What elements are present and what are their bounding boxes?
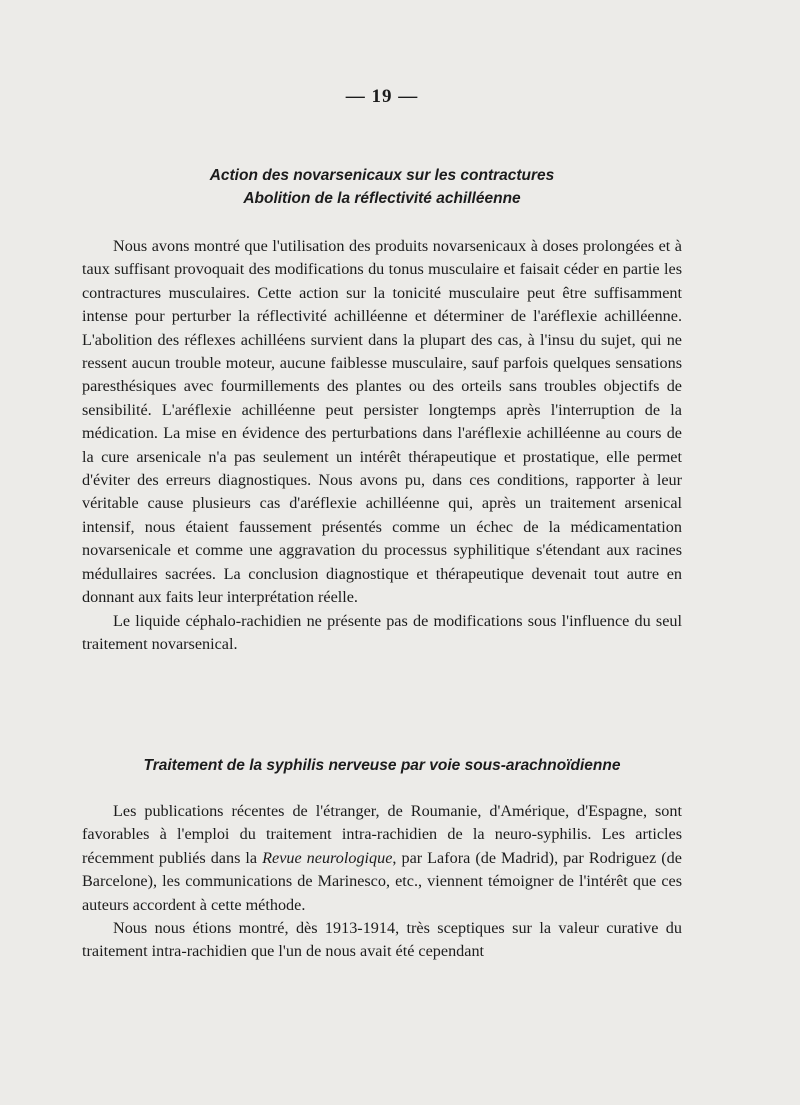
- section2-paragraph-1: [82, 800, 682, 917]
- section2-p1-text-before: Les publications récentes de l'étranger, de Roumanie, d'Amérique, d'Espagne, sont favorables à l'emploi du traitement intra-rachidien de la neuro-syphilis. Les articles récemment publiés dans la: [82, 802, 682, 867]
- section1-heading: [82, 164, 682, 210]
- section1-title-line1: Action des novarsenicaux sur les contractures: [209, 167, 555, 184]
- section2-heading: Traitement de la syphilis nerveuse par voie sous-arachnoïdienne: [143, 757, 621, 774]
- journal-title: Revue neurologique: [262, 848, 393, 867]
- section1-paragraph-2: Le liquide céphalo-rachidien ne présente pas de modifications sous l'influence du seul traitement novarsenical.: [82, 611, 682, 653]
- section2-p1-text-after: , par Lafora (de Madrid), par Rodriguez (de Barcelone), les communications de Marinesco, etc., viennent témoigner de l'intérêt que ces auteurs accordent à cette méthode.: [82, 848, 682, 914]
- section2-body: [82, 800, 682, 964]
- section1-paragraph-1: Nous avons montré que l'utilisation des produits novarsenicaux à doses prolongées et à taux suffisant provoquait des modifications du tonus musculaire et faisait céder en partie les contractures musculaires. Cette action sur la tonicité musculaire peut être suffisamment intense pour perturber la réflectivité achilléenne et déterminer de l'aréflexie achilléenne. L'abolition des réflexes achilléens survient dans la plupart des cas, à l'insu du sujet, qui ne ressent aucun trouble moteur, aucune faiblesse musculaire, sauf parfois quelques sensations paresthésiques avec fourmillements des plantes ou des orteils sans troubles objectifs de sensibilité. L'aréflexie achilléenne peut persister longtemps après l'interruption de la médication. La mise en évidence des perturbations dans l'aréflexie achilléenne au cours de la cure arsenicale n'a pas seulement un intérêt thérapeutique et prostatique, elle permet d'éviter des erreurs diagnostiques. Nous avons pu, dans ces conditions, rapporter à leur véritable cause plusieurs cas d'aréflexie achilléenne qui, après un traitement arsenical intensif, nous étaient faussement présentés comme un échec de la médicamentation novarsenicale et comme une aggravation du processus syphilitique s'étendant aux racines médullaires sacrées. La conclusion diagnostique et thérapeutique devenait tout autre en donnant aux faits leur interprétation réelle.: [82, 237, 682, 607]
- section1-body: [82, 235, 682, 656]
- section1-title-line2: Abolition de la réflectivité achilléenne: [243, 190, 521, 207]
- section2-paragraph-2: Nous nous étions montré, dès 1913-1914, très sceptiques sur la valeur curative du traitement intra-rachidien que l'un de nous avait été cependant: [82, 919, 682, 961]
- page-number: — 19 —: [345, 86, 419, 107]
